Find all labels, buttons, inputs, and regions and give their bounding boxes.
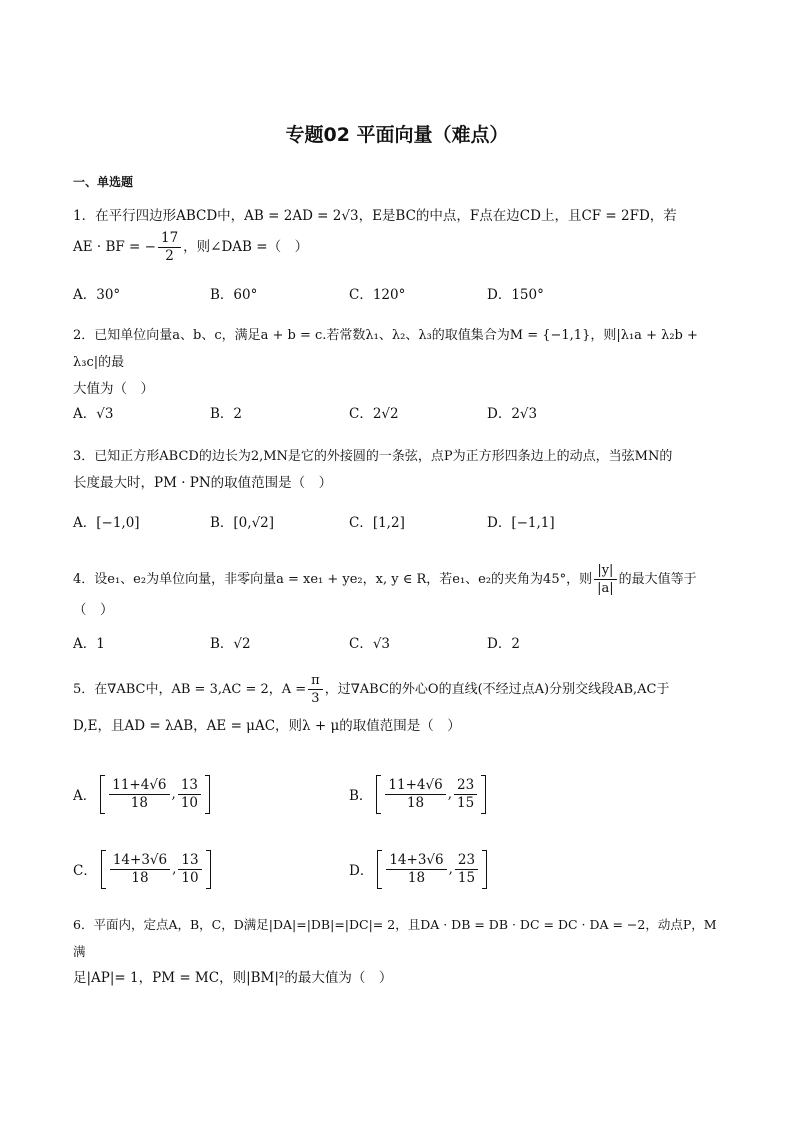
option-a: A．1 <box>73 636 105 652</box>
option-d: D．2 <box>487 636 520 652</box>
interval-right-fraction <box>454 777 477 812</box>
option-d: D．2√3 <box>487 406 538 422</box>
question-2 <box>73 322 725 403</box>
option-c <box>73 841 211 897</box>
interval-right-fraction <box>455 852 478 887</box>
question-4 <box>73 562 725 624</box>
fraction-numerator: 17 <box>158 230 181 248</box>
question-6-line-2: 足|AP|= 1，PM = MC，则|BM|²的最大值为（ ） <box>73 970 393 986</box>
fraction-numerator: |y| <box>594 562 617 580</box>
question-1-line-2 <box>73 230 725 265</box>
fraction-denominator: 10 <box>181 869 199 886</box>
question-1-options <box>73 283 725 307</box>
fraction-numerator: π <box>308 672 323 690</box>
option-b: B．2 <box>210 406 243 422</box>
question-1 <box>73 203 725 265</box>
fraction-denominator: 15 <box>457 794 475 811</box>
fraction-denominator: |a| <box>597 581 614 596</box>
fraction-numerator: 14+3√6 <box>110 852 170 870</box>
section-heading: 一、单选题 <box>73 175 134 189</box>
question-2-line-1: 2．已知单位向量a、b、c，满足a + b = c.若常数λ₁、λ₂、λ₃的取值集合为M = {−1,1}，则|λ₁a + λ₂b + λ₃c|的最 <box>73 328 698 370</box>
question-5-text: 5．在∇ABC中，AB = 3,AC = 2，A = <box>73 682 307 697</box>
option-c: C．√3 <box>349 636 391 652</box>
question-5-line-1 <box>73 672 725 707</box>
question-2-options <box>73 402 725 426</box>
fraction-denominator: 18 <box>406 794 425 811</box>
fraction-numerator: 13 <box>178 852 201 870</box>
fraction-denominator: 2 <box>165 248 174 264</box>
question-1-fraction <box>158 230 181 265</box>
option-a: A．30° <box>73 287 121 303</box>
fraction-denominator: 10 <box>180 794 199 811</box>
question-5-options-row-2 <box>73 841 725 897</box>
question-5-fraction <box>308 672 323 707</box>
option-d: D．150° <box>487 287 544 303</box>
question-1-vector-expr: AE · BF = − <box>73 239 156 255</box>
option-label: A． <box>73 788 97 804</box>
fraction-denominator: 18 <box>130 794 148 811</box>
interval-bracket: $\frac{14+3√6}{18}$ , $\frac{23}{15}$ <box>377 850 487 889</box>
fraction-numerator: 14+3√6 <box>386 852 446 870</box>
option-b <box>349 766 486 822</box>
page-title: 专题02 平面向量（难点） <box>285 124 509 146</box>
option-label: B． <box>349 788 373 804</box>
question-4-text: 4．设e₁、e₂为单位向量，非零向量a = xe₁ + ye₂，x, y ∈ R，若e₁、e₂的夹角为45°，则 <box>73 572 593 587</box>
interval-bracket: $\frac{11+4√6}{18}$ , $\frac{23}{15}$ <box>376 775 486 814</box>
option-label: D． <box>349 863 374 879</box>
interval-left-fraction <box>386 852 446 887</box>
fraction-denominator: 3 <box>311 691 320 706</box>
question-6 <box>73 911 725 992</box>
question-5-line-2: D,E，且AD = λAB，AE = μAC，则λ + μ的取值范围是（ ） <box>73 718 461 734</box>
interval-bracket: $\frac{11+4√6}{18}$ , $\frac{13}{10}$ <box>100 775 210 814</box>
question-4-line-2: （ ） <box>73 602 114 618</box>
question-5-text-post: ，过∇ABC的外心O的直线(不经过点A)分别交线段AB,AC于 <box>324 682 670 697</box>
fraction-numerator: 11+4√6 <box>109 777 169 795</box>
question-2-line-2: 大值为（ ） <box>73 381 154 397</box>
option-d: D．[−1,1] <box>487 515 555 531</box>
option-c: C．[1,2] <box>349 515 405 531</box>
option-d <box>349 841 487 897</box>
option-c: C．120° <box>349 287 406 303</box>
fraction-numerator: 23 <box>455 852 478 870</box>
question-3-options <box>73 511 725 535</box>
fraction-numerator: 23 <box>454 777 477 795</box>
interval-left-fraction <box>109 777 169 812</box>
option-b: B．60° <box>210 287 258 303</box>
question-6-line-1: 6．平面内，定点A，B，C，D满足|DA|=|DB|=|DC|= 2，且DA · DB = DB · DC = DC · DA = −2，动点P，M满 <box>73 917 717 959</box>
question-4-ask: 的最大值等于 <box>618 572 697 587</box>
question-3-line-2: 长度最大时，PM · PN的取值范围是（ ） <box>73 475 333 491</box>
interval-left-fraction <box>385 777 445 812</box>
interval-right-fraction <box>178 852 201 887</box>
option-c: C．2√2 <box>349 406 399 422</box>
question-4-options <box>73 632 725 656</box>
option-b: B．[0,√2] <box>210 515 275 531</box>
option-label: C． <box>73 863 97 879</box>
interval-bracket: $\frac{14+3√6}{18}$ , $\frac{13}{10}$ <box>101 850 211 889</box>
option-a: A．[−1,0] <box>73 515 140 531</box>
option-a <box>73 766 210 822</box>
question-5 <box>73 672 725 740</box>
interval-left-fraction <box>110 852 170 887</box>
fraction-denominator: 18 <box>131 869 149 886</box>
option-a: A．√3 <box>73 406 114 422</box>
fraction-numerator: 11+4√6 <box>385 777 445 795</box>
question-4-line-1 <box>73 562 725 597</box>
interval-right-fraction <box>178 777 201 812</box>
question-1-ask: ，则∠DAB =（ ） <box>183 239 309 255</box>
question-5-options-row-1 <box>73 766 725 822</box>
fraction-denominator: 18 <box>407 869 426 886</box>
fraction-denominator: 15 <box>457 869 476 886</box>
option-b: B．√2 <box>210 636 251 652</box>
question-4-fraction <box>594 562 617 597</box>
fraction-numerator: 13 <box>178 777 201 795</box>
question-3 <box>73 443 725 497</box>
question-1-line-1: 1．在平行四边形ABCD中，AB = 2AD = 2√3，E是BC的中点，F点在边CD上，且CF = 2FD，若 <box>73 208 677 224</box>
question-3-line-1: 3．已知正方形ABCD的边长为2,MN是它的外接圆的一条弦，点P为正方形四条边上的动点，当弦MN的 <box>73 449 673 464</box>
